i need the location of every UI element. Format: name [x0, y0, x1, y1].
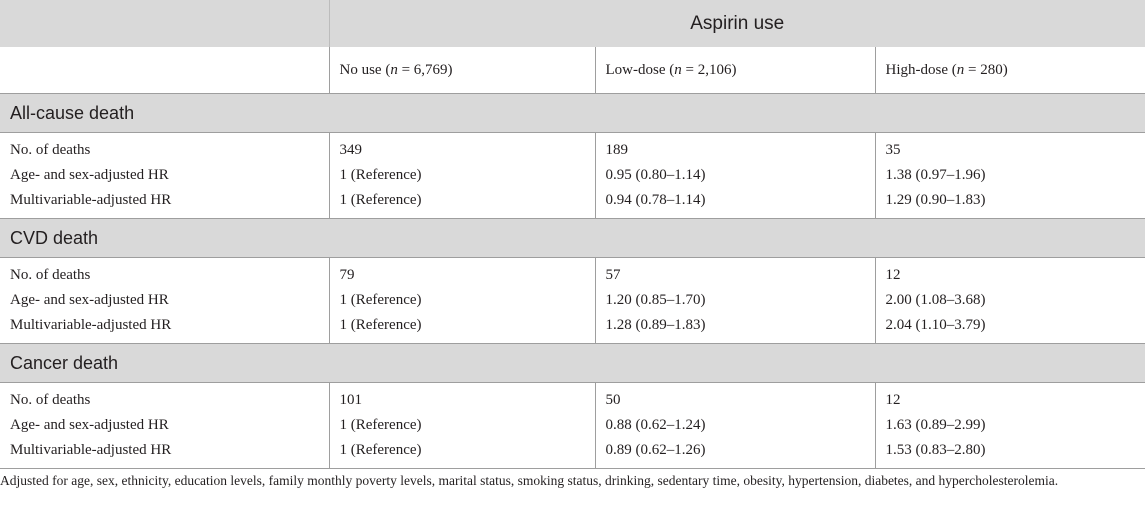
header-label-cell — [0, 47, 329, 94]
header-group-row — [0, 0, 1145, 47]
column-high-dose: High-dose (n = 280) — [875, 47, 1145, 94]
table-row — [0, 258, 1145, 344]
header-empty-cell — [0, 0, 329, 47]
section-cancer-death — [0, 344, 1145, 383]
section-title: Cancer death — [0, 344, 1145, 383]
table-footnote: Adjusted for age, sex, ethnicity, education levels, family monthly poverty levels, marital status, smoking status, drinking, sedentary time, obesity, hypertension, diabetes, and hypercholesterolemia. — [0, 473, 1059, 488]
column-no-use: No use (n = 6,769) — [329, 47, 595, 94]
no-use-values: 101 1 (Reference) 1 (Reference) — [329, 383, 595, 469]
high-dose-values: 12 1.63 (0.89–2.99) 1.53 (0.83–2.80) — [875, 383, 1145, 469]
section-all-cause-death — [0, 94, 1145, 133]
row-labels: No. of deaths Age- and sex-adjusted HR Multivariable-adjusted HR — [0, 133, 329, 219]
aspirin-use-header: Aspirin use — [329, 0, 1145, 47]
high-dose-values: 12 2.00 (1.08–3.68) 2.04 (1.10–3.79) — [875, 258, 1145, 344]
table-row — [0, 383, 1145, 469]
no-use-values: 79 1 (Reference) 1 (Reference) — [329, 258, 595, 344]
low-dose-values: 57 1.20 (0.85–1.70) 1.28 (0.89–1.83) — [595, 258, 875, 344]
section-cvd-death — [0, 219, 1145, 258]
row-labels: No. of deaths Age- and sex-adjusted HR Multivariable-adjusted HR — [0, 383, 329, 469]
section-title: CVD death — [0, 219, 1145, 258]
no-use-values: 349 1 (Reference) 1 (Reference) — [329, 133, 595, 219]
low-dose-values: 189 0.95 (0.80–1.14) 0.94 (0.78–1.14) — [595, 133, 875, 219]
low-dose-values: 50 0.88 (0.62–1.24) 0.89 (0.62–1.26) — [595, 383, 875, 469]
header-column-row — [0, 47, 1145, 94]
high-dose-values: 35 1.38 (0.97–1.96) 1.29 (0.90–1.83) — [875, 133, 1145, 219]
table-row — [0, 133, 1145, 219]
row-labels: No. of deaths Age- and sex-adjusted HR Multivariable-adjusted HR — [0, 258, 329, 344]
column-low-dose: Low-dose (n = 2,106) — [595, 47, 875, 94]
section-title: All-cause death — [0, 94, 1145, 133]
